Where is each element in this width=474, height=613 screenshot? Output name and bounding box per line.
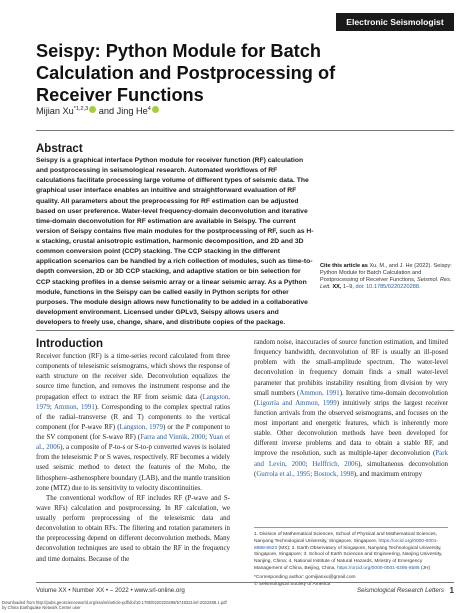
- citation-link[interactable]: Gurrola et al., 1995: [256, 470, 311, 478]
- citation-link[interactable]: Ammon, 1991: [299, 389, 340, 397]
- author-line: [36, 106, 159, 116]
- text-run: ), and maximum entropy: [353, 470, 423, 478]
- author-affiliation-marker: 4: [147, 106, 151, 112]
- citation-link[interactable]: Yuan et al., 2006: [36, 434, 231, 452]
- copyright: © Seismological Society of America: [254, 581, 331, 587]
- text-run: ) intuitively strips the largest receiver function arrivals from the observed seismograms, and focuses on the most important and energetic features, which is inherently more stable. Other deconvolution methods have been developed for different inverse problems and data to obtain a stable RF, and improve the resolution, such as multiple-taper deconvolution (: [254, 399, 448, 458]
- citation-link[interactable]: Langston, 1979: [36, 393, 230, 411]
- citation-label: Cite this article as: [320, 263, 368, 269]
- citation-link[interactable]: Helffrich, 2006: [312, 460, 359, 468]
- page-number: 1: [449, 586, 454, 595]
- text-run: ) or the P component to the SV component (for S-wave RF) (: [36, 423, 230, 441]
- paragraph: The conventional workflow of RF includes RF (P-wave and S-wave RFs) calculation and postprocessing. In RF calculation, we usually perform preprocessing of the teleseismic data and deconvolution to obtain RFs. The filtering and rotation parameters in the preprocessing depend on different deconvolution methods. Many deconvolution techniques are used to obtain the RF in the frequency and time domains. Because of the: [36, 494, 230, 563]
- citation-link[interactable]: Park and Levin, 2000: [254, 450, 448, 468]
- citation-doi-link[interactable]: doi: 10.1785/0220220288.: [355, 284, 421, 291]
- text-run: random noise, inaccuracies of source function estimation, and limited frequency bandwidth, deconvolution of RF is usually an ill-posed problem with the small-amplitude spectrum. The water-level deconvolution in frequency domain finds a small water-level parameter that prohibits instability resulting from division by very small numbers (: [254, 339, 448, 397]
- affiliation-text: (MX); 2. Earth Observatory of Singapore, Nanyang Technological University, Singapore, Singapore; 3. School of Earth Sciences and Engineering, Nanjing University, Nanjing, China; 4. National Institute of Natural Hazards, Ministry of Emergency Management of China, Beijing, China,: [254, 545, 443, 571]
- author-name[interactable]: Jing He: [116, 106, 148, 117]
- abstract-body: [36, 156, 314, 328]
- text-run: Receiver function (RF) is a time-series record calculated from three components of teleseismic seismograms, which shows the response of earth structure on the receiver side. Deconvolution equalizes the source time function, and removes the instrument response and the propagation effect to extract the RF from seismic data (: [36, 353, 230, 401]
- text-run: ). Iterative time-domain deconvolution (: [254, 389, 449, 407]
- text-run: ;: [49, 403, 54, 411]
- text-run: ;: [205, 434, 209, 441]
- citation-journal: Seismol. Res. Lett.: [320, 277, 452, 291]
- text-run: ;: [305, 460, 313, 468]
- citation-link[interactable]: Ammon, 1991: [53, 403, 95, 411]
- citation-box: [320, 263, 460, 291]
- body-column-left: [36, 352, 230, 565]
- download-line: by China Earthquake Network Center user: [2, 605, 81, 611]
- paragraph: [254, 338, 448, 480]
- affiliation-text: 1. Division of Mathematical Sciences, School of Physical and Mathematical Sciences, Nanyang Technological University, Singapore, Singapore,: [254, 532, 438, 544]
- footer-issue-info: Volume XX • Number XX • – 2022 • www.srl-online.org: [36, 587, 185, 594]
- citation-link[interactable]: Langston, 1979: [119, 423, 163, 431]
- orcid-icon[interactable]: [89, 106, 96, 113]
- text-run: ), a composite of P-to-s or S-to-p converted waves is isolated from the teleseismic P or S waves, respectively. RF becomes a widely used seismic method to detect the features of the Moho, the lithosphere–asthenosphere boundary (LAB), and the mantle transition zone (MTZ) due to its sensitivity to velocity discontinuities.: [36, 444, 230, 492]
- citation-link[interactable]: Bostock, 1998: [313, 470, 354, 478]
- author-conjunction: and: [98, 106, 115, 117]
- orcid-link[interactable]: https://orcid.org/0000-0001-8888-8523: [254, 538, 439, 551]
- introduction-heading: Introduction: [36, 338, 104, 350]
- download-line: Downloaded from http://pubs.geoscienceworld.org/ssa/srl/article-pdf/doi/10.1785/0220220288/5748321/srl-2022288.1.pdf: [2, 600, 227, 605]
- paragraph: [36, 352, 230, 494]
- download-notice: [2, 600, 227, 610]
- citation-pages: 1–9,: [343, 284, 354, 291]
- orcid-icon[interactable]: [152, 106, 159, 113]
- footnote-rule: [254, 527, 448, 528]
- text-run: ). Corresponding to the complex spectral ratios of the radial–transverse (R and T) components to the vertical component (for P-wave RF) (: [36, 403, 231, 431]
- text-run: ), simultaneous deconvolution (: [254, 460, 448, 478]
- author-affiliation-marker: *1,2,3: [73, 106, 89, 112]
- footnotes: [254, 532, 448, 588]
- footer-rule: [36, 582, 454, 583]
- abstract-text: Seispy is a graphical interface Python module for receiver function (RF) calculation and postprocessing in seismological research. Automated workflows of RF calculations facilitate processing large volume of different types of seismic data. The graphical user interface enables an intuitive and straightforward evaluation of RF quality. All parameters about the preprocessing for RF estimation can be adjusted based on user preference. Water-level frequency-domain deconvolution and iterative time-domain deconvolution for RF estimation are available in Seispy. The current version of Seispy contains five main modules for the postprocessing of RF, such as H-κ stacking, crustal anisotropic estimation, harmonic decomposition, and 2D and 3D common conversion point (CCP) stacking. The CCP stacking in the different application scenarios can be handled by a rich collection of modules, such as time-to-depth conversion, 2D or 3D CCP stacking, and adaptive station or bin selection for CCP stacking profiles in a dense seismic array or a linear seismic array. As a Python module, functions in the Seispy can be called easily in Python scripts for other purposes. The module design allows new functionality to be added in a collaborative development environment. Licensed under GPLv3, Seispy allows users and developers to freely use, change, share, and distribute copies of the package.: [36, 157, 314, 326]
- author-name[interactable]: Mijian Xu: [36, 106, 74, 117]
- footer-journal: Seismological Research Letters: [356, 587, 444, 594]
- corresponding-author: *Corresponding author: gomijianxu@gmail.com: [254, 574, 356, 580]
- text-run: ;: [310, 470, 314, 478]
- affiliations: [254, 532, 448, 573]
- body-column-right: [254, 338, 448, 480]
- section-badge: Electronic Seismologist: [336, 13, 454, 31]
- citation-volume: XX,: [332, 284, 342, 291]
- article-title: Seispy: Python Module for Batch Calculation and Postprocessing of Receiver Functions: [36, 41, 336, 105]
- abstract-rule: [36, 330, 454, 331]
- citation-text: Xu, M., and J. He (2022). Seispy: Python Module for Batch Calculation and Postprocessing of Receiver Functions,: [320, 263, 452, 284]
- orcid-link[interactable]: https://orcid.org/0000-0001-6395-6585: [336, 565, 420, 571]
- citation-link[interactable]: Farra and Vinnik, 2000: [140, 434, 206, 441]
- citation-link[interactable]: Ligorría and Ammon, 1999: [256, 399, 337, 407]
- abstract-heading: Abstract: [36, 143, 83, 155]
- header-rule: [36, 130, 454, 131]
- affiliation-text: (JH): [420, 565, 431, 571]
